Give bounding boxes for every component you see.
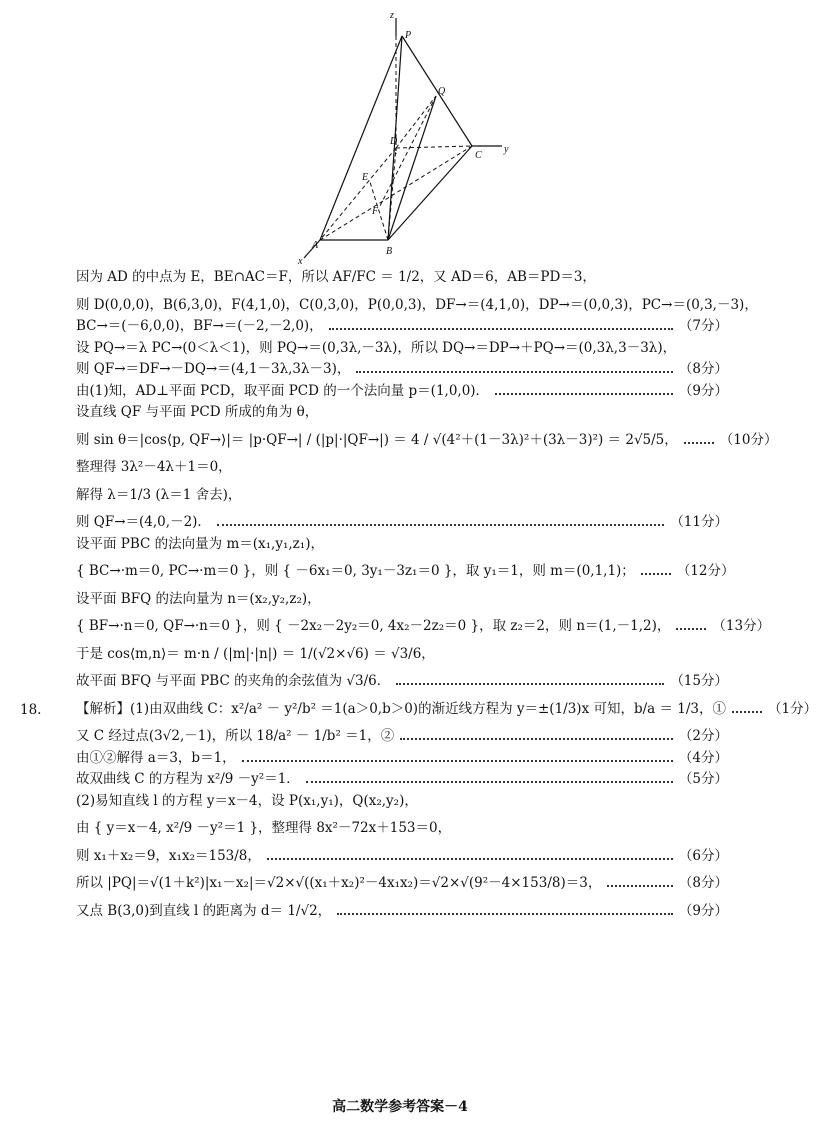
label-a: A: [312, 240, 319, 251]
q17-line: 则 QF→＝(4,0,－2)． （11分）: [76, 514, 728, 531]
solution-content: [20, 269, 817, 919]
q17-line: 则 sin θ＝|cos⟨p, QF→⟩|＝ |p·QF→| / (|p|·|QF→|) ＝ 4 / √(4²＋(1－3λ)²＋(3λ－3)²) ＝ 2√5/5， （10分）: [76, 431, 778, 448]
q18-line: 由①②解得 a＝3，b＝1， （4分）: [76, 749, 728, 766]
edge-pc: [402, 36, 472, 146]
score: （5分）: [678, 771, 728, 788]
page-footer: 高二数学参考答案－4: [332, 1099, 468, 1115]
edge-bq: [388, 96, 436, 240]
score: （8分）: [678, 875, 728, 892]
q18-line: 所以 |PQ|＝√(1＋k²)|x₁－x₂|＝√2×√((x₁＋x₂)²－4x₁x₂)＝√2×√(9²－4×153/8)＝3， （8分）: [76, 875, 728, 892]
score: （15分）: [670, 673, 728, 690]
q17-line: 则 QF→＝DF→－DQ→＝(4,1－3λ,3λ－3)， （8分）: [76, 361, 728, 378]
score: （8分）: [678, 361, 728, 378]
score: （6分）: [678, 847, 728, 864]
q18-line: (2)易知直线 l 的方程 y＝x－4，设 P(x₁,y₁)，Q(x₂,y₂)，: [76, 792, 418, 809]
score: （10分）: [719, 431, 778, 448]
q18-block: [20, 700, 817, 718]
label-q: Q: [438, 86, 446, 97]
score: （13分）: [712, 618, 771, 635]
q17-line: 设平面 BFQ 的法向量为 n＝(x₂,y₂,z₂)，: [76, 590, 321, 607]
question-number: 18.: [20, 701, 42, 718]
score: （2分）: [678, 728, 728, 745]
q17-line: 故平面 BFQ 与平面 PBC 的夹角的余弦值为 √3/6． （15分）: [76, 673, 728, 690]
q17-line: 设平面 PBC 的法向量为 m＝(x₁,y₁,z₁)，: [76, 535, 324, 552]
label-b: B: [386, 246, 393, 257]
q17-line: 因为 AD 的中点为 E，BE∩AC＝F，所以 AF/FC ＝ 1/2，又 AD＝6，AB＝PD＝3，: [76, 269, 596, 285]
q17-line: { BC→·m＝0, PC→·m＝0 }，则 { －6x₁＝0, 3y₁－3z₁＝0 }，取 y₁＝1，则 m＝(0,1,1)； （12分）: [76, 563, 735, 580]
label-c: C: [475, 150, 482, 161]
q17-line: { BF→·n＝0, QF→·n＝0 }，则 { －2x₂－2y₂＝0, 4x₂－2z₂＝0 }，取 z₂＝2，则 n＝(1,－1,2)， （13分）: [76, 618, 771, 635]
q18-line: 故双曲线 C 的方程为 x²/9 －y²＝1． （5分）: [76, 771, 728, 788]
label-e: E: [362, 172, 369, 183]
pyramid-diagram: [290, 8, 520, 266]
q18-line: 又 C 经过点(3√2,－1)，所以 18/a² － 1/b² ＝1，② （2分）: [76, 728, 728, 745]
edge-da: [320, 148, 396, 240]
score: （7分）: [678, 318, 728, 335]
edge-dc: [396, 146, 472, 148]
score: （12分）: [676, 563, 735, 580]
q17-line: BC→＝(－6,0,0)，BF→＝(－2,－2,0)， （7分）: [76, 318, 728, 335]
score: （11分）: [670, 514, 728, 531]
q17-line: 由(1)知，AD⊥平面 PCD，取平面 PCD 的一个法向量 p＝(1,0,0)． （9分）: [76, 382, 728, 399]
score: （1分）: [768, 700, 817, 717]
q18-line: 【解析】(1)由双曲线 C：x²/a² － y²/b² ＝1(a＞0,b＞0)的渐近线方程为 y＝±(1/3)x 可知，b/a ＝ 1/3，① （1分）: [76, 700, 817, 717]
q17-line: 于是 cos⟨m,n⟩＝ m·n / (|m|·|n|) ＝ 1/(√2×√6) ＝ √3/6，: [76, 645, 435, 662]
label-x: x: [298, 256, 303, 267]
edge-qf: [380, 96, 436, 206]
q18-line: 由 { y＝x－4, x²/9 －y²＝1 }，整理得 8x²－72x＋153＝0，: [76, 820, 452, 837]
q17-line: 整理得 3λ²－4λ＋1＝0，: [76, 459, 232, 476]
edge-dq: [396, 96, 436, 148]
label-f: F: [372, 206, 379, 217]
q17-line: 解得 λ＝1/3 (λ＝1 舍去)，: [76, 486, 242, 503]
q17-line: 设直线 QF 与平面 PCD 所成的角为 θ，: [76, 404, 319, 421]
edge-ac: [320, 146, 472, 240]
score: （4分）: [678, 749, 728, 766]
label-z: z: [390, 10, 394, 21]
label-p: P: [405, 30, 412, 41]
score: （9分）: [678, 902, 728, 919]
q17-line: 设 PQ→＝λ PC→(0＜λ＜1)，则 PQ→＝(0,3λ,－3λ)，所以 DQ→＝DP→＋PQ→＝(0,3λ,3－3λ)，: [76, 339, 677, 356]
label-d: D: [390, 136, 398, 147]
edge-bc: [388, 146, 472, 240]
score: （9分）: [678, 382, 728, 399]
geometry-figure: [290, 8, 520, 266]
q18-line: 则 x₁＋x₂＝9，x₁x₂＝153/8， （6分）: [76, 847, 728, 864]
label-y: y: [504, 144, 509, 155]
q18-line: 又点 B(3,0)到直线 l 的距离为 d＝ 1/√2， （9分）: [76, 902, 728, 919]
q17-line: 则 D(0,0,0)，B(6,3,0)，F(4,1,0)，C(0,3,0)，P(0,0,3)，DF→＝(4,1,0)，DP→＝(0,0,3)，PC→＝(0,3,－3)，: [76, 296, 758, 313]
